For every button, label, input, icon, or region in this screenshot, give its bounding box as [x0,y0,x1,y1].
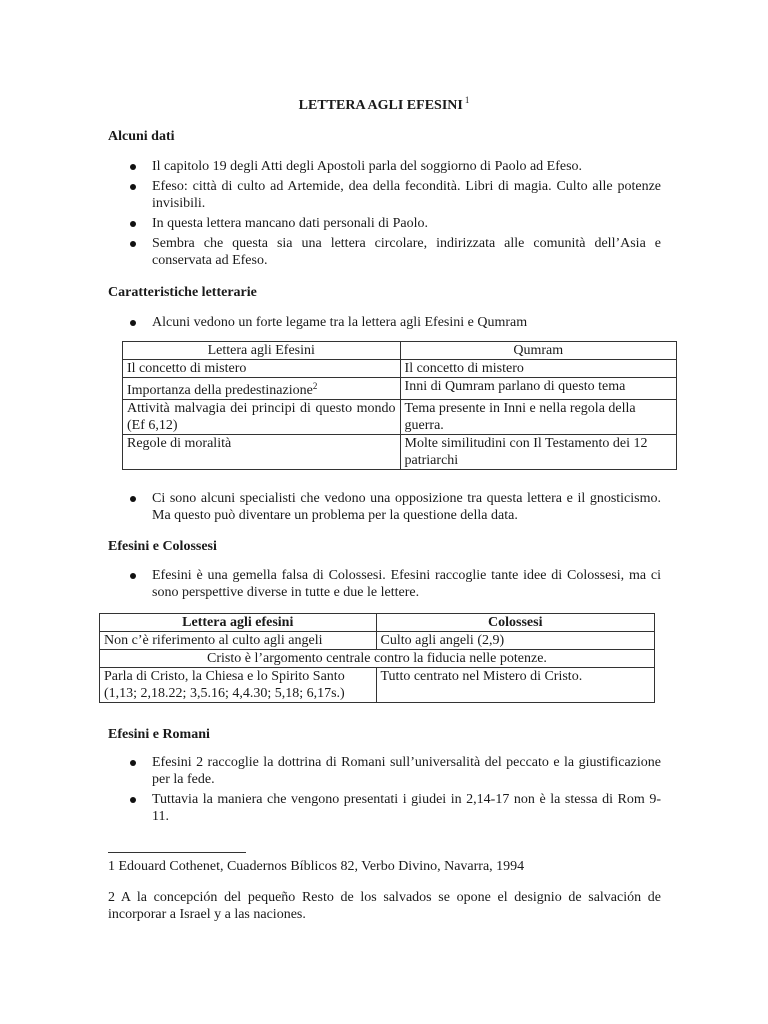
table-header: Lettera agli efesini [100,614,377,632]
alcuni-dati-list [130,158,661,272]
cell-text: Importanza della predestinazione [127,383,313,398]
title-footnote-ref[interactable]: 1 [464,95,470,105]
table-row [123,360,677,378]
document-title [0,92,768,114]
efesini-colossesi-table [99,613,655,703]
list-item: Ci sono alcuni specialisti che vedono una opposizione tra questa lettera e il gnosticismo. Ma questo può diventare un problema per la questione della data. [130,490,661,524]
list-item: Efesini è una gemella falsa di Colossesi. Efesini raccoglie tante idee di Colossesi, ma ci sono perspettive diverse in tutte e due le lettere. [130,567,661,601]
table-row [100,632,655,650]
table-cell: Il concetto di mistero [123,360,401,378]
gnosticismo-list [130,490,661,527]
table-row [123,435,677,470]
heading-caratteristiche: Caratteristiche letterarie [108,285,257,300]
table-cell: Molte similitudini con Il Testamento dei 12 patriarchi [400,435,676,470]
table-header-row [123,342,677,360]
list-item: In questa lettera mancano dati personali di Paolo. [130,215,661,232]
efesini-qumram-table [122,341,677,470]
colossesi-list [130,567,661,604]
table-row [123,400,677,435]
table-row [123,378,677,400]
heading-alcuni-dati: Alcuni dati [108,129,175,144]
table-cell: Culto agli angeli (2,9) [376,632,655,650]
footnote-ref-2[interactable]: 2 [312,381,318,391]
heading-colossesi: Efesini e Colossesi [108,539,217,554]
list-item: Efeso: città di culto ad Artemide, dea della fecondità. Libri di magia. Culto alle potenze invisibili. [130,178,661,212]
table-header-row [100,614,655,632]
table-cell [123,378,401,400]
table-cell: Tema presente in Inni e nella regola della guerra. [400,400,676,435]
table-row [100,668,655,703]
table-cell: Attività malvagia dei principi di questo mondo (Ef 6,12) [123,400,401,435]
footnote-separator [108,852,246,853]
footnote-2: 2 A la concepción del pequeño Resto de los salvados se opone el designio de salvación de incorporar a Israel y a las naciones. [108,890,661,922]
romani-list [130,754,661,828]
footnote-1: 1 Edouard Cothenet, Cuadernos Bíblicos 82, Verbo Divino, Navarra, 1994 [108,859,525,874]
caratteristiche-list [130,314,661,334]
table-header: Lettera agli Efesini [123,342,401,360]
table-cell: Inni di Qumram parlano di questo tema [400,378,676,400]
heading-romani: Efesini e Romani [108,727,210,742]
list-item: Il capitolo 19 degli Atti degli Apostoli parla del soggiorno di Paolo ad Efeso. [130,158,661,175]
title-text: LETTERA AGLI EFESINI [298,98,463,113]
table-row [100,650,655,668]
table-cell: Non c’è riferimento al culto agli angeli [100,632,377,650]
table-cell: Regole di moralità [123,435,401,470]
table-cell: Il concetto di mistero [400,360,676,378]
table-header: Colossesi [376,614,655,632]
list-item: Sembra che questa sia una lettera circolare, indirizzata alle comunità dell’Asia e conservata ad Efeso. [130,235,661,269]
table-cell: Parla di Cristo, la Chiesa e lo Spirito Santo (1,13; 2,18.22; 3,5.16; 4,4.30; 5,18; 6,17s.) [100,668,377,703]
list-item: Efesini 2 raccoglie la dottrina di Romani sull’universalità del peccato e la giustificazione per la fede. [130,754,661,788]
table-cell: Tutto centrato nel Mistero di Cristo. [376,668,655,703]
table-header: Qumram [400,342,676,360]
list-item: Tuttavia la maniera che vengono presentati i giudei in 2,14-17 non è la stessa di Rom 9-11. [130,791,661,825]
list-item: Alcuni vedono un forte legame tra la lettera agli Efesini e Qumram [130,314,661,331]
table-merged-cell: Cristo è l’argomento centrale contro la fiducia nelle potenze. [100,650,655,668]
